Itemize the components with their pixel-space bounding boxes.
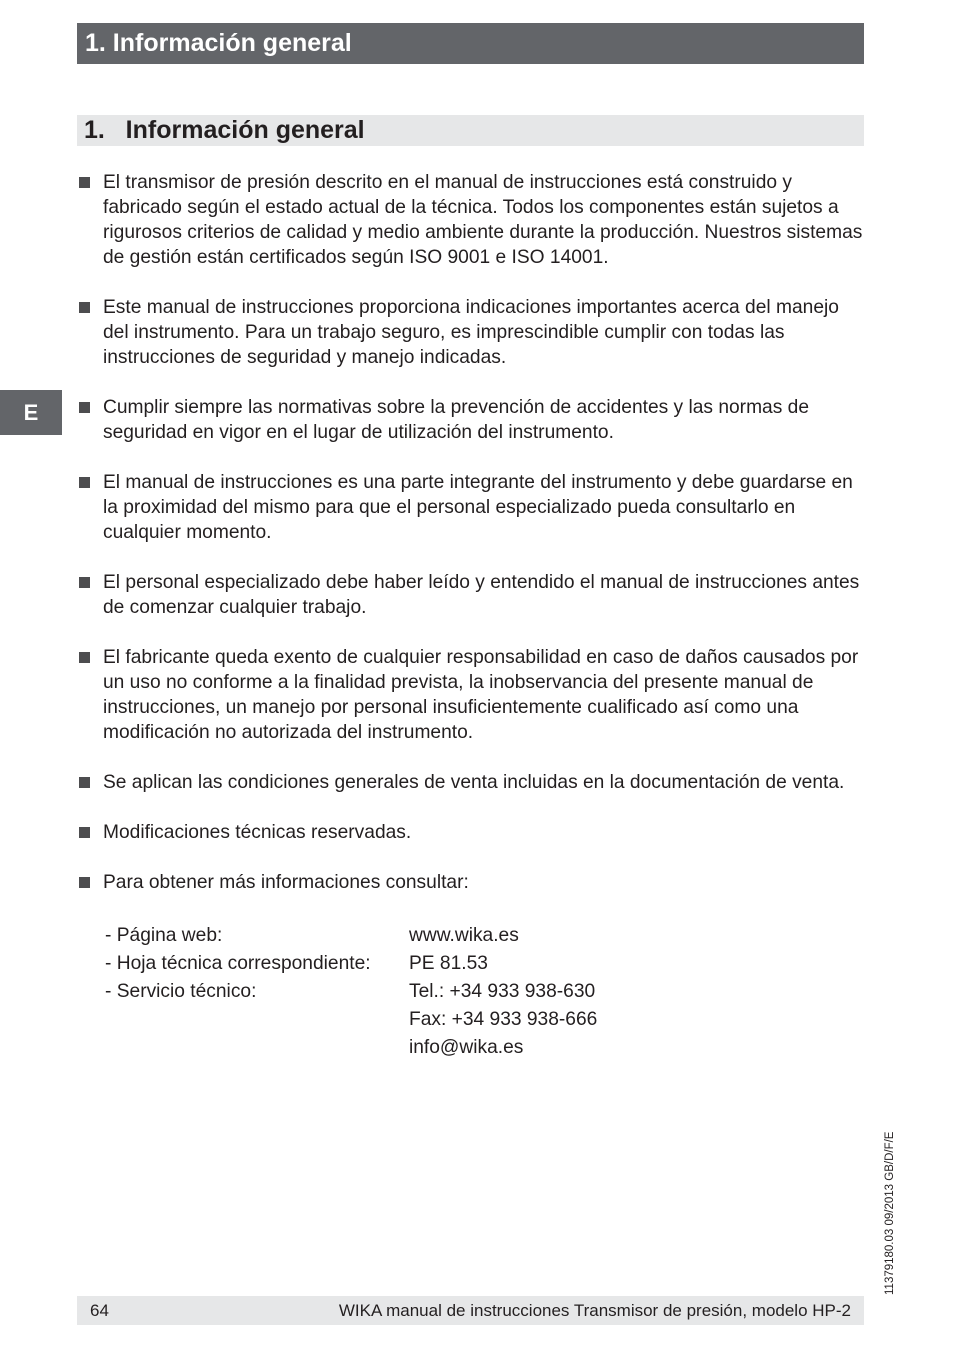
square-bullet-icon	[79, 777, 90, 788]
bullet-text: Cumplir siempre las normativas sobre la prevención de accidentes y las normas de seguridad en vigor en el lugar de utilización del instrumento.	[103, 397, 809, 443]
square-bullet-icon	[79, 402, 90, 413]
list-item	[79, 295, 869, 370]
contact-label: - Página web:	[105, 925, 223, 946]
footer-text: WIKA manual de instrucciones Transmisor de presión, modelo HP-2	[338, 1301, 851, 1320]
bullet-text: El personal especializado debe haber leído y entendido el manual de instrucciones antes de comenzar cualquier trabajo.	[103, 572, 860, 618]
document-code: 11379180.03 09/2013 GB/D/F/E	[884, 1131, 896, 1295]
list-item	[79, 645, 869, 745]
list-item	[79, 170, 869, 270]
contact-value: Tel.: +34 933 938-630	[409, 981, 596, 1002]
square-bullet-icon	[79, 827, 90, 838]
page-footer	[77, 1296, 864, 1325]
language-tab: E	[0, 390, 62, 435]
bullet-text: Modificaciones técnicas reservadas.	[103, 822, 412, 843]
list-item	[79, 570, 869, 620]
list-item	[79, 770, 869, 795]
bullet-text: Este manual de instrucciones proporciona indicaciones importantes acerca del manejo del instrumento. Para un trabajo seguro, es imprescindible cumplir con todas las instrucciones de seguridad y manejo indicadas.	[103, 297, 839, 368]
contact-label: - Servicio técnico:	[105, 981, 257, 1002]
contact-label: - Hoja técnica correspondiente:	[105, 953, 371, 974]
contact-value: PE 81.53	[409, 953, 488, 974]
square-bullet-icon	[79, 577, 90, 588]
list-item	[79, 870, 869, 895]
website-link[interactable]: www.wika.es	[409, 925, 519, 946]
square-bullet-icon	[79, 652, 90, 663]
section-title: 1. Información general	[77, 115, 864, 146]
square-bullet-icon	[79, 477, 90, 488]
bullet-text: Para obtener más informaciones consultar:	[103, 872, 469, 893]
bullet-text: El manual de instrucciones es una parte integrante del instrumento y debe guardarse en la proximidad del mismo para que el personal especializado pueda consultarlo en cualquier momento.	[103, 472, 853, 543]
contact-value: Fax: +34 933 938-666	[409, 1009, 598, 1030]
bullet-text: El fabricante queda exento de cualquier responsabilidad en caso de daños causados por un uso no conforme a la finalidad prevista, la inobservancia del presente manual de instrucciones, un manejo por personal insuficientemente cualificado así como una modificación no autorizada del instrumento.	[103, 647, 859, 743]
bullet-list	[79, 170, 869, 920]
bullet-text: Se aplican las condiciones generales de venta incluidas en la documentación de venta.	[103, 772, 845, 793]
email-link[interactable]: info@wika.es	[409, 1037, 524, 1058]
square-bullet-icon	[79, 177, 90, 188]
bullet-text: El transmisor de presión descrito en el manual de instrucciones está construido y fabricado según el estado actual de la técnica. Todos los componentes están sujetos a rigurosos criterios de calidad y medio ambiente durante la producción. Nuestros sistemas de gestión están certificados según ISO 9001 e ISO 14001.	[103, 172, 863, 268]
square-bullet-icon	[79, 302, 90, 313]
chapter-header: 1. Información general	[77, 23, 864, 64]
list-item	[79, 395, 869, 445]
list-item	[79, 470, 869, 545]
list-item	[79, 820, 869, 845]
page-number: 64	[90, 1301, 109, 1320]
square-bullet-icon	[79, 877, 90, 888]
